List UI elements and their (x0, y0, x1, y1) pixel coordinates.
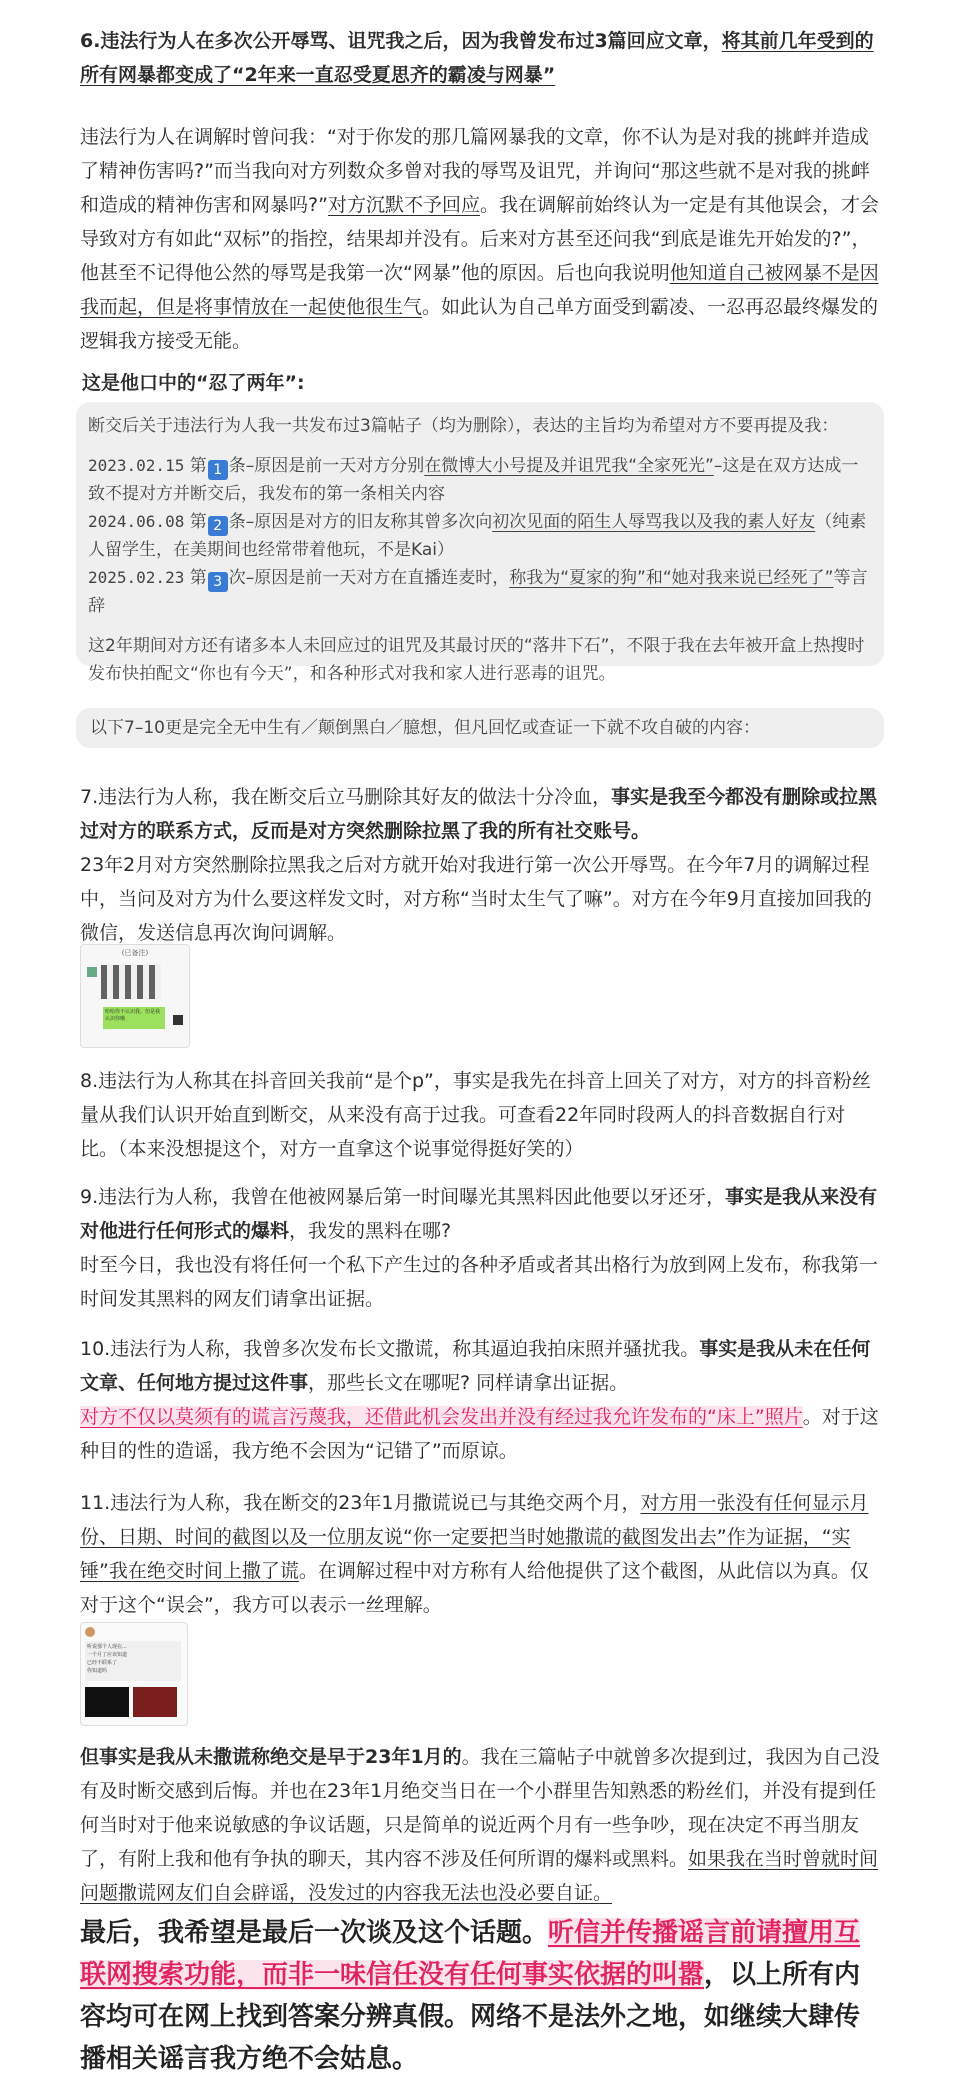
chat-screenshot-2 (80, 1622, 188, 1726)
entry-2: 2024.06.08 第 2 条–原因是对方的旧友称其曾多次向初次见面的陌生人辱骂我以及我的素人好友（纯素人留学生，在美期间也经常带着他玩，不是Kai） (88, 512, 867, 560)
section-9-detail: 时至今日，我也没有将任何一个私下产生过的各种矛盾或者其出格行为放到网上发布，称我第一时间发其黑料的网友们请拿出证据。 (80, 1254, 879, 1310)
highlighted-red-text: 听信并传播谣言前请擅用互联网搜索功能，而非一味信任没有任何事实依据的叫嚣 (80, 1918, 861, 1990)
section-6-body: 违法行为人在调解时曾问我：“对于你发的那几篇网暴我的文章，你不认为是对我的挑衅并造成了精神伤害吗?”而当我向对方列数众多曾对我的辱骂及诅咒，并询问“那这些就不是对我的挑衅和造成的精神伤害和网暴吗?”对方沉默不予回应。我在调解前始终认为一定是有其他误会，才会导致对方有如此“双标”的指控，结果却并没有。后来对方甚至还问我“到底是谁先开始发的?”，他甚至不记得他公然的辱骂是我第一次“网暴”他的原因。后也向我说明他知道自己被网暴不是因我而起，但是将事情放在一起使他很生气。如此认为自己单方面受到霸凌、一忍再忍最终爆发的逻辑我方接受无能。 (80, 126, 879, 352)
section-10-detail: 对方不仅以莫须有的谎言污蔑我，还借此机会发出并没有经过我允许发布的“床上”照片。对于这种目的性的造谣，我方绝不会因为“记错了”而原谅。 (80, 1406, 879, 1462)
section-11: 11.违法行为人称，我在断交的23年1月撒谎说已与其绝交两个月，对方用一张没有任何显示月份、日期、时间的截图以及一位朋友说“你一定要把当时她撒谎的截图发出去”作为证据，“实锤”我在绝交时间上撒了谎。在调解过程中对方称有人给他提供了这个截图，从此信以为真。仅对于这个“误会”，我方可以表示一丝理解。 (80, 1492, 869, 1616)
chat-screenshot-1 (80, 944, 190, 1048)
section-12: 但事实是我从未撒谎称绝交是早于23年1月的。我在三篇帖子中就曾多次提到过，我因为自己没有及时断交感到后悔。并也在23年1月绝交当日在一个小群里告知熟悉的粉丝们，并没有提到任何当时对于他来说敏感的争议话题，只是简单的说近两个月有一些争吵，现在决定不再当朋友了，有附上我和他有争执的聊天，其内容不涉及任何所谓的爆料或黑料。如果我在当时曾就时间问题撒谎网友们自会辟谣，没发过的内容我无法也没必要自证。 (80, 1746, 880, 1904)
section-9: 9.违法行为人称，我曾在他被网暴后第一时间曝光其黑料因此他要以牙还牙，事实是我从来没有对他进行任何形式的爆料，我发的黑料在哪? (80, 1186, 878, 1242)
chat-bubble: 听说那个人现在... 一个月了应该知道 已经不联系了 你知道吗 (85, 1641, 181, 1681)
box-intro: 断交后关于违法行为人我一共发布过3篇帖子（均为删除），表达的主旨均为希望对方不要再提及我： (88, 416, 839, 436)
box-footer: 这2年期间对方还有诸多本人未回应过的诅咒及其最讨厌的“落井下石”，不限于我在去年被开盒上热搜时发布快拍配文“你也有今天”，和各种形式对我和家人进行恶毒的诅咒。 (88, 636, 865, 684)
chat-header: (已备注) (121, 949, 149, 957)
posts-history-box (76, 402, 884, 684)
section-7: 7.违法行为人称，我在断交后立马删除其好友的做法十分冷血，事实是我至今都没有删除或拉黑过对方的联系方式，反而是对方突然删除拉黑了我的所有社交账号。 (80, 786, 878, 842)
highlighted-red-text: 对方不仅以莫须有的谎言污蔑我，还借此机会发出并没有经过我允许发布的“床上”照片 (80, 1406, 803, 1428)
avatar (87, 967, 97, 977)
quote-heading: 这是他口中的“忍了两年”: (82, 372, 305, 394)
section-6-title: 6.违法行为人在多次公开辱骂、诅咒我之后，因为我曾发布过3篇回应文章，将其前几年受到的所有网暴都变成了“2年来一直忍受夏思齐的霸凌与网暴” (80, 30, 874, 86)
section-8: 8.违法行为人称其在抖音回关我前“是个p”，事实是我先在抖音上回关了对方，对方的抖音粉丝量从我们认识开始直到断交，从来没有高于过我。可查看22年同时段两人的抖音数据自行对比。（本来没想提这个，对方一直拿这个说事觉得挺好笑的） (80, 1070, 871, 1160)
mosaic-image (101, 965, 161, 999)
number-badge-1: 1 (208, 460, 228, 480)
avatar (173, 1015, 183, 1025)
number-badge-3: 3 (208, 572, 228, 592)
section-7-detail: 23年2月对方突然删除拉黑我之后对方就开始对我进行第一次公开辱骂。在今年7月的调解过程中，当问及对方为什么要这样发文时，对方称“当时太生气了嘛”。对方在今年9月直接加回我的微信，发送信息再次询问调解。 (80, 854, 872, 944)
note-box: 以下7–10更是完全无中生有／颠倒黑白／臆想，但凡回忆或查证一下就不攻自破的内容： (76, 708, 884, 748)
green-bubble: 哈哈你不认识我，但是我认识你哦 (103, 1007, 165, 1029)
avatar (85, 1627, 95, 1637)
entry-3: 2025.02.23 第 3 次–原因是前一天对方在直播连麦时，称我为“夏家的狗”和“她对我来说已经死了”等言辞 (88, 568, 868, 616)
image-thumbnail (85, 1687, 129, 1717)
number-badge-2: 2 (208, 516, 228, 536)
entry-1: 2023.02.15 第 1 条–原因是前一天对方分别在微博大小号提及并诅咒我“全家死光”–这是在双方达成一致不提对方并断交后，我发布的第一条相关内容 (88, 456, 859, 504)
closing-statement: 最后，我希望是最后一次谈及这个话题。听信并传播谣言前请擅用互联网搜索功能，而非一味信任没有任何事实依据的叫嚣，以上所有内容均可在网上找到答案分辨真假。网络不是法外之地，如继续大肆传播相关谣言我方绝不会姑息。 (80, 1918, 861, 2074)
image-thumbnail (133, 1687, 177, 1717)
section-10: 10.违法行为人称，我曾多次发布长文撒谎，称其逼迫我拍床照并骚扰我。事实是我从未在任何文章、任何地方提过这件事，那些长文在哪呢? 同样请拿出证据。 (80, 1338, 871, 1394)
